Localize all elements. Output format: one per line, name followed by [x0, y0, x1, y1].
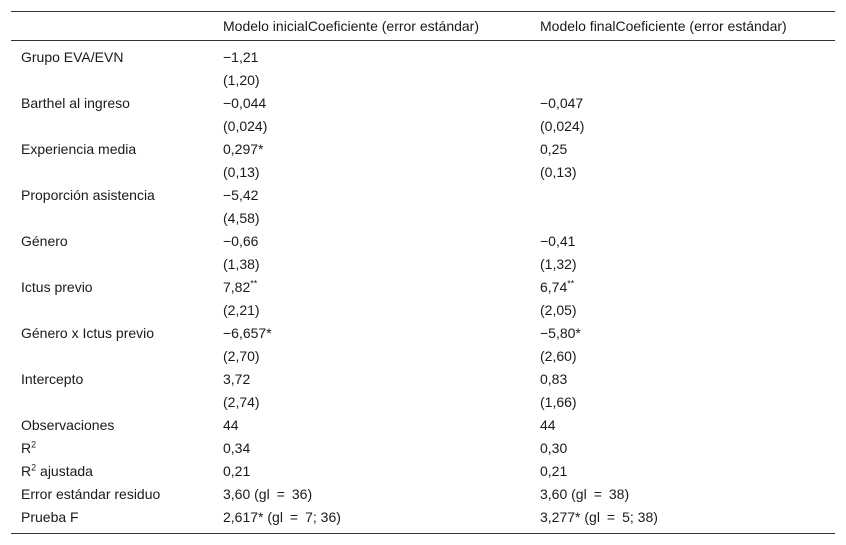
final-model-value — [540, 232, 575, 250]
final-model-value-text: 3,60 (gl = 38) — [540, 486, 630, 502]
row-label — [21, 324, 154, 342]
final-model-value — [540, 278, 574, 296]
final-model-value — [540, 439, 567, 457]
initial-model-value — [223, 278, 257, 296]
initial-model-value-text: 0,21 — [223, 463, 251, 479]
initial-model-value — [223, 347, 260, 365]
initial-model-value — [223, 71, 260, 89]
initial-model-value-text: −0,044 — [223, 95, 267, 111]
final-model-value-text: −0,047 — [540, 95, 584, 111]
final-model-value-superscript: ** — [567, 278, 575, 289]
initial-model-value-text: 7,82 — [223, 279, 251, 295]
initial-model-value — [223, 324, 272, 342]
final-model-value-text: −0,41 — [540, 233, 576, 249]
initial-model-value-text: (2,21) — [223, 302, 260, 318]
initial-model-value-text: (1,20) — [223, 72, 260, 88]
row-label-text: Error estándar residuo — [21, 486, 161, 502]
initial-model-value-text: (0,13) — [223, 164, 260, 180]
initial-model-value — [223, 255, 260, 273]
initial-model-value — [223, 462, 250, 480]
final-model-value-text: (0,13) — [540, 164, 577, 180]
initial-model-value-superscript: ** — [250, 278, 258, 289]
row-label-suffix: ajustada — [36, 463, 93, 479]
row-label — [21, 439, 36, 457]
header-rule — [11, 40, 835, 41]
row-label-text: Proporción asistencia — [21, 187, 155, 203]
row-label-superscript: 2 — [31, 462, 37, 473]
row-label-text: Grupo EVA/EVN — [21, 49, 124, 65]
row-label-text: Barthel al ingreso — [21, 95, 130, 111]
initial-model-value — [223, 140, 263, 158]
initial-model-value-text: (0,024) — [223, 118, 268, 134]
initial-model-value — [223, 439, 250, 457]
row-label — [21, 94, 130, 112]
final-model-value-text: 0,83 — [540, 371, 568, 387]
final-model-value — [540, 301, 577, 319]
initial-model-value-text: −1,21 — [223, 49, 259, 65]
row-label — [21, 48, 123, 66]
initial-model-value — [223, 370, 250, 388]
final-model-value-text: 3,277* (gl = 5; 38) — [540, 509, 658, 525]
initial-model-value — [223, 94, 266, 112]
final-model-value — [540, 140, 567, 158]
initial-model-value — [223, 163, 260, 181]
row-label — [21, 462, 93, 480]
row-label-text: Intercepto — [21, 371, 84, 387]
final-model-value-text: 0,21 — [540, 463, 568, 479]
final-model-value-text: (1,66) — [540, 394, 577, 410]
final-model-value — [540, 393, 577, 411]
row-label-text: R — [21, 440, 32, 456]
final-model-value-text: (0,024) — [540, 118, 585, 134]
final-model-value-text: (2,05) — [540, 302, 577, 318]
initial-model-value — [223, 416, 239, 434]
final-model-value — [540, 324, 581, 342]
final-model-value — [540, 485, 629, 503]
final-model-value-text: 6,74 — [540, 279, 568, 295]
bottom-rule — [11, 533, 835, 534]
row-label — [21, 416, 114, 434]
initial-model-value-text: 0,34 — [223, 440, 251, 456]
initial-model-value — [223, 485, 312, 503]
row-label — [21, 278, 93, 296]
header-final-model: Modelo finalCoeficiente (error estándar) — [540, 18, 787, 34]
final-model-value — [540, 370, 567, 388]
row-label-superscript: 2 — [31, 439, 37, 450]
final-model-value — [540, 416, 556, 434]
row-label — [21, 232, 68, 250]
initial-model-value — [223, 301, 260, 319]
initial-model-value-text: (1,38) — [223, 256, 260, 272]
initial-model-value-text: −0,66 — [223, 233, 259, 249]
initial-model-value — [223, 117, 267, 135]
initial-model-value-text: 3,60 (gl = 36) — [223, 486, 313, 502]
final-model-value-text: −5,80* — [540, 325, 581, 341]
initial-model-value-text: (2,74) — [223, 394, 260, 410]
row-label-text: Observaciones — [21, 417, 115, 433]
row-label-text: Ictus previo — [21, 279, 93, 295]
initial-model-value-text: (2,70) — [223, 348, 260, 364]
final-model-value — [540, 163, 577, 181]
final-model-value — [540, 508, 658, 526]
final-model-value — [540, 347, 577, 365]
final-model-value-text: 0,25 — [540, 141, 568, 157]
row-label — [21, 140, 136, 158]
row-label-text: Género — [21, 233, 68, 249]
row-label — [21, 186, 155, 204]
final-model-value-text: 0,30 — [540, 440, 568, 456]
final-model-value-text: (2,60) — [540, 348, 577, 364]
final-model-value — [540, 462, 567, 480]
row-label — [21, 485, 160, 503]
row-label-text: Género x Ictus previo — [21, 325, 155, 341]
top-rule — [11, 11, 835, 12]
initial-model-value — [223, 508, 341, 526]
final-model-value — [540, 117, 584, 135]
final-model-value-text: 44 — [540, 417, 556, 433]
initial-model-value — [223, 48, 258, 66]
row-label — [21, 370, 83, 388]
final-model-value — [540, 255, 577, 273]
final-model-value — [540, 94, 583, 112]
initial-model-value — [223, 209, 260, 227]
initial-model-value-text: 3,72 — [223, 371, 251, 387]
initial-model-value — [223, 393, 260, 411]
initial-model-value — [223, 186, 258, 204]
initial-model-value — [223, 232, 258, 250]
row-label-text: R — [21, 463, 32, 479]
final-model-value-text: (1,32) — [540, 256, 577, 272]
initial-model-value-text: −5,42 — [223, 187, 259, 203]
initial-model-value-text: (4,58) — [223, 210, 260, 226]
row-label-text: Experiencia media — [21, 141, 137, 157]
initial-model-value-text: 44 — [223, 417, 239, 433]
header-initial-model: Modelo inicialCoeficiente (error estándar) — [223, 18, 480, 34]
row-label-text: Prueba F — [21, 509, 79, 525]
initial-model-value-text: 0,297* — [223, 141, 264, 157]
initial-model-value-text: 2,617* (gl = 7; 36) — [223, 509, 341, 525]
initial-model-value-text: −6,657* — [223, 325, 272, 341]
row-label — [21, 508, 79, 526]
